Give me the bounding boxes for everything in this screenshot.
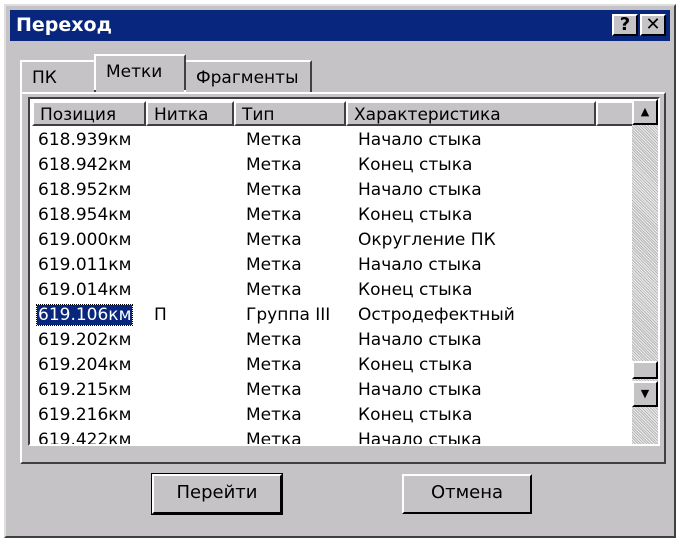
cell-type: Метка <box>246 255 302 275</box>
close-button[interactable] <box>640 14 666 36</box>
tab-label: ПК <box>32 68 57 88</box>
cell-type: Метка <box>246 180 302 200</box>
cell-type: Метка <box>246 205 302 225</box>
goto-dialog <box>4 4 676 538</box>
cell-type: Метка <box>246 430 302 446</box>
cell-type: Метка <box>246 405 302 425</box>
table-row[interactable] <box>30 278 634 303</box>
cell-characteristic: Конец стыка <box>358 205 473 225</box>
cell-type: Метка <box>246 280 302 300</box>
table-row[interactable] <box>30 153 634 178</box>
table-row[interactable] <box>30 128 634 153</box>
title-bar[interactable] <box>10 10 670 41</box>
cell-position: 618.954км <box>38 205 132 225</box>
cell-position: 619.204км <box>38 355 132 375</box>
cell-characteristic: Начало стыка <box>358 180 482 200</box>
tab-fragments[interactable] <box>184 60 312 92</box>
cell-position: 619.011км <box>38 255 132 275</box>
column-header-characteristic[interactable]: Характеристика <box>346 101 596 126</box>
cell-position: 619.215км <box>38 380 132 400</box>
cell-position: 619.216км <box>38 405 132 425</box>
cell-characteristic: Начало стыка <box>358 255 482 275</box>
cell-position: 618.939км <box>38 130 132 150</box>
cell-characteristic: Остродефектный <box>358 305 515 325</box>
tab-marks[interactable] <box>94 54 186 90</box>
cell-characteristic: Конец стыка <box>358 405 473 425</box>
cell-characteristic: Конец стыка <box>358 155 473 175</box>
cell-characteristic: Округление ПК <box>358 230 496 250</box>
cell-type: Метка <box>246 380 302 400</box>
cell-position: 618.952км <box>38 180 132 200</box>
cell-characteristic: Начало стыка <box>358 380 482 400</box>
cell-characteristic: Конец стыка <box>358 280 473 300</box>
tab-label: Метки <box>106 62 163 82</box>
tab-label: Фрагменты <box>196 68 299 88</box>
cell-type: Метка <box>246 155 302 175</box>
cell-position: 619.202км <box>38 330 132 350</box>
table-row[interactable] <box>30 253 634 278</box>
scroll-thumb[interactable] <box>632 361 658 379</box>
cell-characteristic: Начало стыка <box>358 130 482 150</box>
column-header-filler <box>596 101 634 126</box>
table-row[interactable] <box>30 303 634 328</box>
cell-position: 619.000км <box>38 230 132 250</box>
table-row[interactable] <box>30 428 634 446</box>
cell-position: 619.014км <box>38 280 132 300</box>
tab-pk[interactable] <box>20 60 96 92</box>
cell-characteristic: Конец стыка <box>358 355 473 375</box>
close-icon: ✕ <box>645 14 661 35</box>
cell-characteristic: Начало стыка <box>358 330 482 350</box>
table-row[interactable] <box>30 353 634 378</box>
vertical-scrollbar[interactable] <box>632 99 658 444</box>
cell-position: 618.942км <box>38 155 132 175</box>
scroll-down-button[interactable] <box>632 381 658 407</box>
column-header-position[interactable]: Позиция <box>32 101 146 126</box>
list-rows <box>30 128 634 446</box>
help-button[interactable] <box>612 14 638 36</box>
cell-type: Метка <box>246 130 302 150</box>
cell-position: 619.422км <box>38 430 132 446</box>
marks-list[interactable] <box>28 97 660 446</box>
table-row[interactable] <box>30 228 634 253</box>
cell-type: Метка <box>246 330 302 350</box>
cell-type: Метка <box>246 230 302 250</box>
column-header-type[interactable]: Тип <box>234 101 346 126</box>
window-title: Переход <box>16 14 112 36</box>
cell-type: Группа III <box>246 305 331 325</box>
cancel-button[interactable]: Отмена <box>402 474 532 514</box>
arrow-up-icon: ▲ <box>640 105 650 118</box>
go-button[interactable]: Перейти <box>152 474 282 514</box>
cell-thread: П <box>154 305 167 325</box>
scroll-up-button[interactable] <box>632 99 658 125</box>
table-row[interactable] <box>30 403 634 428</box>
column-header-thread[interactable]: Нитка <box>146 101 234 126</box>
table-row[interactable] <box>30 203 634 228</box>
arrow-down-icon: ▼ <box>640 387 650 400</box>
table-row[interactable] <box>30 328 634 353</box>
table-row[interactable] <box>30 178 634 203</box>
cell-position: 619.106км <box>38 305 132 325</box>
cell-type: Метка <box>246 355 302 375</box>
help-icon: ? <box>619 14 631 35</box>
cell-characteristic: Начало стыка <box>358 430 482 446</box>
table-row[interactable] <box>30 378 634 403</box>
